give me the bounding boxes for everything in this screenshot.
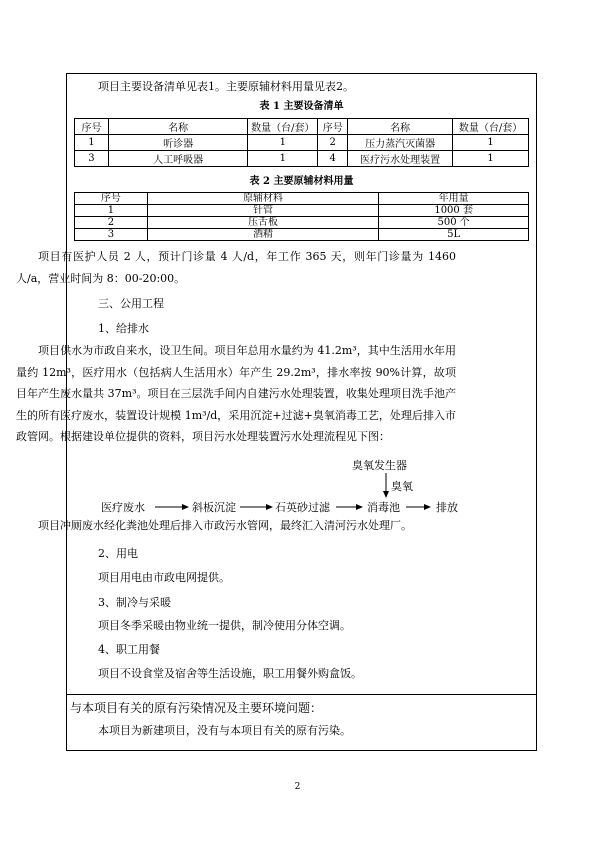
body-text: 项目用电由市政电网提供。 [98,571,230,584]
staff-paragraph: 项目有医护人员 2 人，预计门诊量 4 人/d，年工作 365 天，则年门诊量为 1460 人/a，营业时间为 8：00-20:00。 [16,250,456,285]
table-cell: 听诊器 [108,135,247,151]
table-cell: 1 [75,135,109,151]
table-header: 名称 [108,119,247,135]
flow-step: 斜板沉淀 [192,501,236,514]
table-cell: 压舌板 [147,217,378,229]
flow-step: 消毒池 [367,501,400,514]
water-paragraph: 项目供水为市政自来水，设卫生间。项目年总用水量约为 41.2m³，其中生活用水年用量约 12m³，医疗用水（包括病人生活用水）年产生 29.2m³，排水率按 90%计算，故项目年产生废水量共 37m³。项目在三层洗手间内自建污水处理装置，收集处理项目洗手池产生的所有医疗废水，装置设计规模 1m³/d，采用沉淀+过滤+臭氧消毒工艺，处理后排入市政管网。根据建设单位提供的资料，项目污水处理装置污水处理流程见下图： [16,344,456,443]
table-cell: 3 [75,151,109,167]
table-cell: 3 [75,229,148,241]
table-header: 名称 [348,119,453,135]
table-cell: 医疗污水处理装置 [348,151,453,167]
body-text: 项目冬季采暖由物业统一提供，制冷使用分体空调。 [98,619,351,632]
table-cell: 1 [75,205,148,217]
subsection-heading: 3、制冷与采暖 [98,596,171,609]
flow-step: 医疗废水 [101,501,145,514]
subsection-heading: 1、给排水 [98,322,149,335]
intro-text: 项目主要设备清单见表1。主要原辅材料用量见表2。 [98,80,354,93]
table-cell: 5L [379,229,529,241]
table-cell: 1 [453,151,529,167]
body-text: 项目不设食堂及宿舍等生活设施，职工用餐外购盒饭。 [98,667,362,680]
table-cell: 2 [75,217,148,229]
subsection-heading: 4、职工用餐 [98,643,160,656]
table-header: 序号 [318,119,348,135]
table-header: 数量（台/套） [248,119,318,135]
ozone-label: 臭氧 [391,480,413,493]
table-cell: 针管 [147,205,378,217]
table-header: 原辅材料 [147,193,378,205]
table-cell: 4 [318,151,348,167]
table-cell: 酒精 [147,229,378,241]
table-header: 序号 [75,119,109,135]
table-cell: 1 [248,151,318,167]
table-cell: 1 [453,135,529,151]
table-cell: 压力蒸汽灭菌器 [348,135,453,151]
ozone-generator-label: 臭氧发生器 [352,459,407,472]
body-text: 本项目为新建项目，没有与本项目有关的原有污染。 [98,724,351,737]
table-header: 序号 [75,193,148,205]
table-cell: 2 [318,135,348,151]
table-cell: 1000 套 [379,205,529,217]
water-paragraph: 项目冲厕废水经化粪池处理后排入市政污水管网，最终汇入清河污水处理厂。 [38,519,412,532]
table-header: 年用量 [379,193,529,205]
table-cell: 1 [248,135,318,151]
table-cell: 人工呼吸器 [108,151,247,167]
table1-caption: 表 1 主要设备清单 [259,101,344,112]
flow-step: 排放 [436,501,458,514]
section-heading: 与本项目有关的原有污染情况及主要环境问题： [70,701,323,715]
table2-caption: 表 2 主要原辅材料用量 [249,176,354,187]
subsection-heading: 2、用电 [98,547,138,560]
section-heading: 三、公用工程 [98,297,164,310]
page-number: 2 [294,782,301,792]
table-header: 数量（台/套） [453,119,529,135]
table-cell: 500 个 [379,217,529,229]
flow-step: 石英砂过滤 [275,501,330,514]
